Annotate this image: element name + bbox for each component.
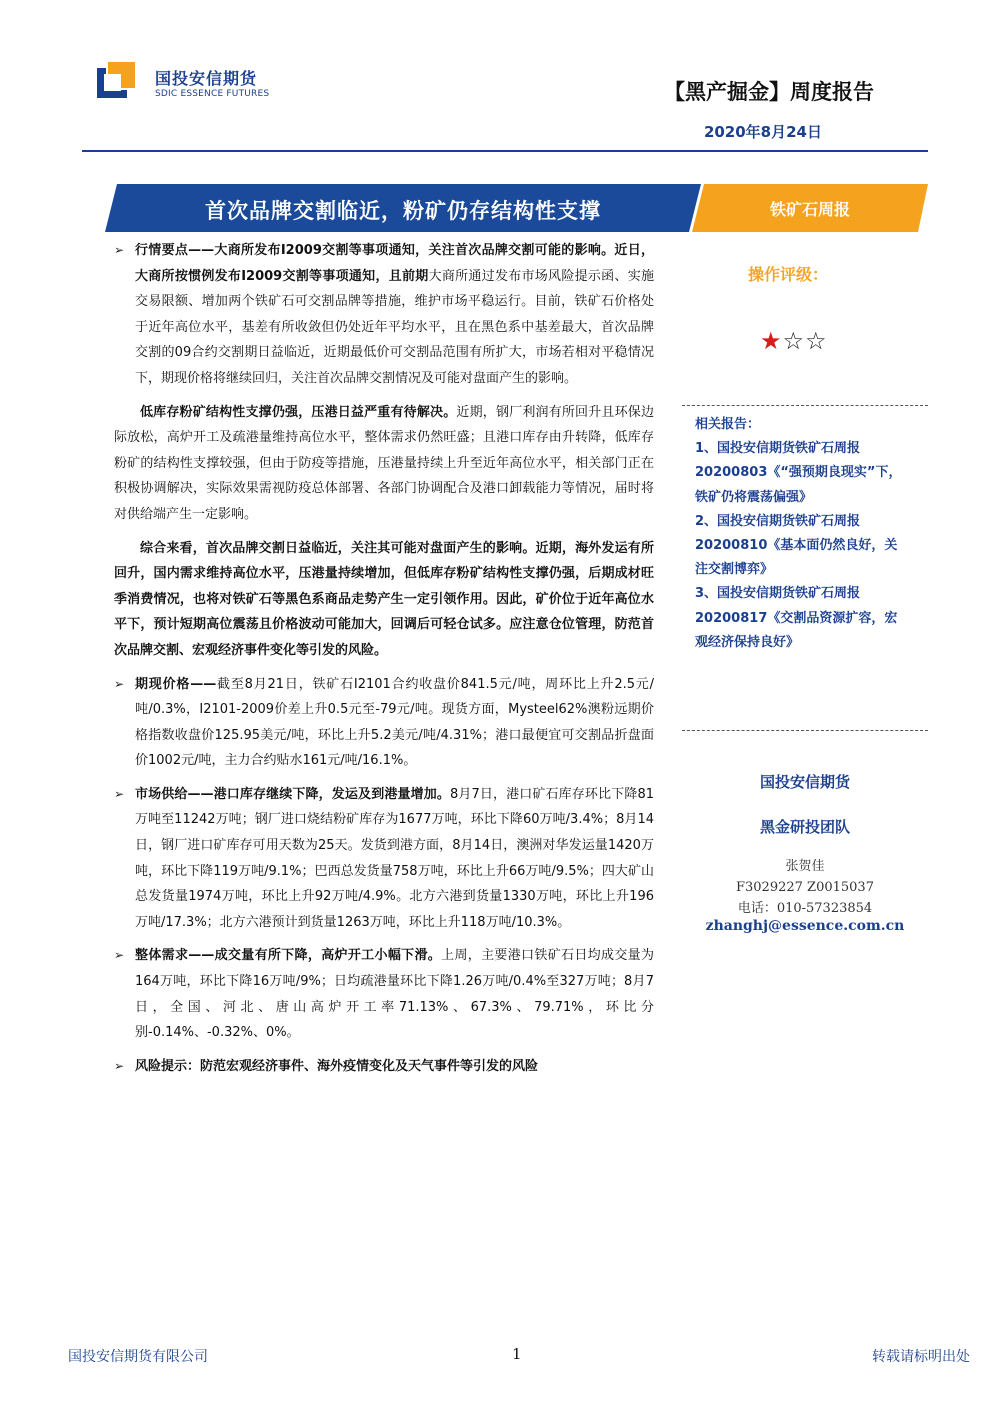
sdic-logo-icon xyxy=(97,60,137,100)
logo-en-text: SDIC ESSENCE FUTURES xyxy=(155,89,270,99)
supply-text: 8月7日，港口矿石库存环比下降81万吨至11242万吨；钢厂进口烧结粉矿库存为1677万吨，环比下降60万吨/3.4%；8月14日，钢厂进口矿库存可用天数为25天。发货到港方面，8月14日，澳洲对华发运量1420万吨，环比下降119万吨/9.1%；巴西总发货量758万吨，环比上升66万吨/9.5%；四大矿山总发货量1974万吨，环比上升92万吨/4.9%。北方六港到货量1330万吨，环比上升196万吨/17.3%；北方六港预计到货量1263万吨，环比上升118万吨/10.3%。 xyxy=(135,786,654,930)
price-text: 截至8月21日，铁矿石I2101合约收盘价841.5元/吨，周环比上升2.5元/吨/0.3%，I2101-2009价差上升0.5元至-79元/吨。现货方面，Mysteel62%澳粉远期价格指数收盘价125.95美元/吨，环比上升5.2美元/吨/4.31%；港口最便宜可交割品折盘面价1002元/吨，主力合约贴水161元/吨/16.1%。 xyxy=(135,676,654,769)
analyst-email: zhanghj@essence.com.cn xyxy=(705,918,905,934)
related-line: 2、国投安信期货铁矿石周报 xyxy=(695,513,861,529)
related-line: 注交割博弈》 xyxy=(695,562,774,578)
related-line: 20200817《交割品资源扩容，宏 xyxy=(695,610,898,626)
main-content xyxy=(114,238,654,1087)
related-line: 1、国投安信期货铁矿石周报 xyxy=(695,441,861,457)
inventory-text: 近期，钢厂利润有所回升且环保边际放松，高炉开工及疏港量维持高位水平，整体需求仍然旺盛；且港口库存由升转降，低库存粉矿的结构性支撑较强，但由于防疫等措施，压港量持续上升至近年高位水平，相关部门正在积极协调解决，实际效果需视防疫总体部署、各部门协调配合及港口卸载能力等情况，届时将对供给端产生一定影响。 xyxy=(114,404,654,522)
report-title: 首次品牌交割临近，粉矿仍存结构性支撑 xyxy=(205,199,601,223)
conclusion-paragraph: 综合来看，首次品牌交割日益临近，关注其可能对盘面产生的影响。近期，海外发运有所回升，国内需求维持高位水平，压港量持续增加，但低库存粉矿结构性支撑仍强，后期成材旺季消费情况，也将对铁矿石等黑色系商品走势产生一定引领作用。因此，矿价位于近年高位水平下，预计短期高位震荡且价格波动可能加大，回调后可轻仓试多。应注意仓位管理，防范首次品牌交割、宏观经济事件变化等引发的风险。 xyxy=(114,540,654,658)
summary-paragraph xyxy=(114,238,654,392)
related-reports-title: 相关报告： xyxy=(695,417,761,432)
analyst-phone: 电话：010-57323854 xyxy=(737,901,873,916)
related-reports xyxy=(695,413,927,655)
footer-notice: 转载请标明出处 xyxy=(872,1349,970,1365)
rating-stars xyxy=(760,327,828,355)
price-paragraph xyxy=(114,672,654,774)
company-logo xyxy=(97,60,297,106)
title-banner xyxy=(105,184,701,232)
demand-paragraph xyxy=(114,943,654,1045)
supply-paragraph xyxy=(114,782,654,936)
inventory-heading: 低库存粉矿结构性支撑仍强，压港日益严重有待解决。 xyxy=(140,404,457,420)
summary-heading: 行情要点——大商所发布I2009交割等事项通知，关注首次品牌交割可能的影响。近日，大商所按惯例发布I2009交割等事项通知，且前期 xyxy=(135,243,654,284)
supply-heading: 市场供给——港口库存继续下降，发运及到港量增加。 xyxy=(135,786,450,802)
header-divider xyxy=(82,150,928,152)
sidebar-divider-bottom xyxy=(682,730,928,731)
rating-label: 操作评级： xyxy=(748,265,829,284)
analyst-contact xyxy=(682,856,928,919)
footer-company: 国投安信期货有限公司 xyxy=(68,1349,208,1365)
related-line: 观经济保持良好》 xyxy=(695,634,800,650)
logo-cn-text: 国投安信期货 xyxy=(155,69,258,88)
risk-paragraph: ➢ 风险提示：防范宏观经济事件、海外疫情变化及天气事件等引发的风险 xyxy=(114,1054,654,1080)
category-tag xyxy=(692,184,928,232)
analyst-name: 张贺佳 xyxy=(785,859,825,874)
demand-text: 上周，主要港口铁矿石日均成交量为164万吨，环比下降16万吨/9%；日均疏港量环比下降1.26万吨/0.4%至327万吨；8月7日，全国、河北、唐山高炉开工率71.13%、67.3%、79.71%，环比分别-0.14%、-0.32%、0%。 xyxy=(135,948,654,1041)
report-type-title: 【黑产掘金】周度报告 xyxy=(664,80,874,104)
team-name: 黑金研投团队 xyxy=(759,818,850,836)
demand-heading: 整体需求——成交量有所下降，高炉开工小幅下滑。 xyxy=(135,948,442,964)
related-line: 3、国投安信期货铁矿石周报 xyxy=(695,586,861,602)
star-filled-icon: ★ xyxy=(760,327,783,355)
related-line: 20200810《基本面仍然良好，关 xyxy=(695,538,898,554)
report-date: 2020年8月24日 xyxy=(703,123,822,141)
sidebar-divider-top xyxy=(682,405,928,406)
inventory-paragraph xyxy=(114,400,654,528)
related-line: 铁矿仍将震荡偏强》 xyxy=(695,489,813,505)
analyst-license: F3029227 Z0015037 xyxy=(736,880,874,895)
summary-text: 大商所通过发布市场风险提示函、实施交易限额、增加两个铁矿石可交割品牌等措施，维护市场平稳运行。目前，铁矿石价格处于近年高位水平，基差有所收敛但仍处近年平均水平，且在黑色系中基差最大，首次品牌交割的09合约交割期日益临近，近期最低价可交割品范围有所扩大，市场若相对平稳情况下，期现价格将继续回归，关注首次品牌交割情况及可能对盘面产生的影响。 xyxy=(135,268,654,386)
category-tag-label: 铁矿石周报 xyxy=(769,200,850,219)
page-number: 1 xyxy=(512,1345,522,1363)
star-empty-icon: ☆☆ xyxy=(782,327,828,355)
team-company: 国投安信期货 xyxy=(759,773,850,791)
price-heading: 期现价格—— xyxy=(135,676,217,692)
related-line: 20200803《“强预期良现实”下， xyxy=(695,465,902,481)
